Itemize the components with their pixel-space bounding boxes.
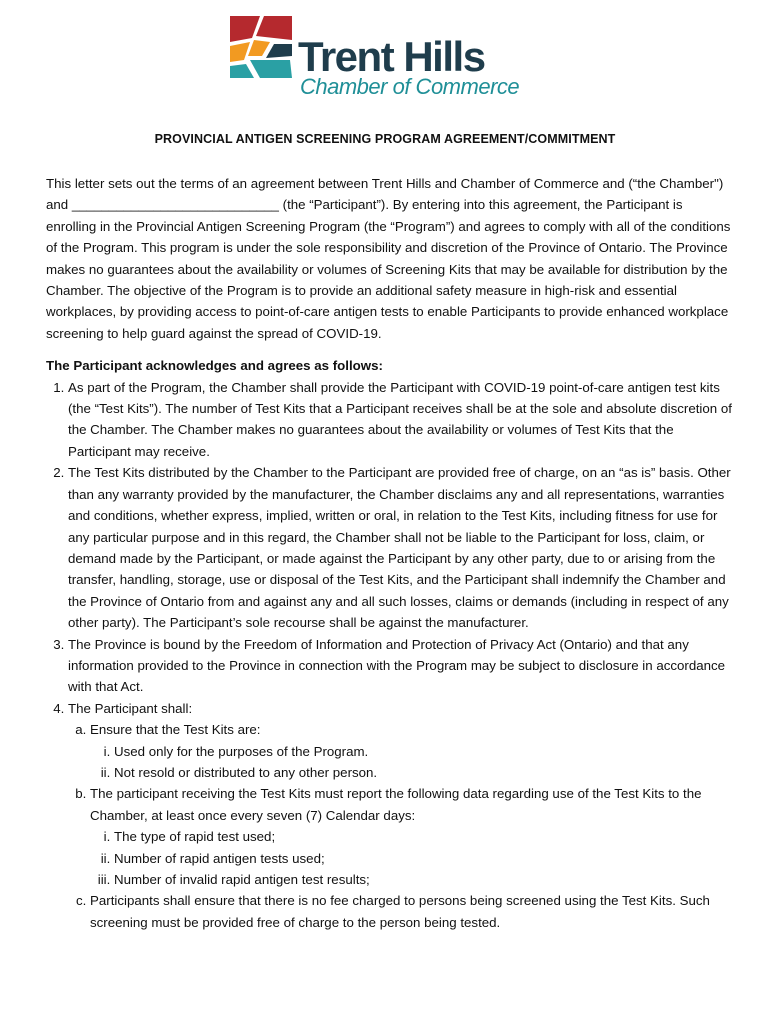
document-body: [46, 173, 732, 933]
obligation-b: [90, 783, 732, 890]
obligation-c: c. Participants shall ensure that there is no fee charged to persons being screened using the Test Kits. Such screening must be provided free of charge to the person being tested.: [90, 890, 732, 933]
obligation-b-text: The participant receiving the Test Kits must report the following data regarding use of the Test Kits to the Chamber, at least once every seven (7) Calendar days:: [90, 786, 702, 823]
document-title: PROVINCIAL ANTIGEN SCREENING PROGRAM AGREEMENT/COMMITMENT: [154, 132, 616, 146]
list-item: i. Used only for the purposes of the Program.: [114, 741, 732, 762]
obligation-b-list: [90, 826, 732, 890]
term-item: 1. As part of the Program, the Chamber shall provide the Participant with COVID-19 point-of-care antigen test kits (the “Test Kits”). The number of Test Kits that a Participant receives shall be at the sole and absolute discretion of the Chamber. The Chamber makes no guarantees about the availability or volumes of Test Kits that the Participant may receive.: [68, 377, 732, 463]
terms-list: [46, 377, 732, 934]
list-item: i. The type of rapid test used;: [114, 826, 732, 847]
obligation-a-list: [90, 741, 732, 784]
acknowledgement-heading: The Participant acknowledges and agrees as follows:: [46, 358, 383, 374]
logo-mosaic-icon: [230, 16, 292, 78]
participant-obligations-list: [68, 719, 732, 933]
intro-paragraph: This letter sets out the terms of an agreement between Trent Hills and Chamber of Commerce and (“the Chamber") and ____________________________ (the “Participant”). By entering into this agreement, the Participant is enrolling in the Provincial Antigen Screening Program (the “Program”) and agrees to comply with all of the conditions of the Program. This program is under the sole responsibility and discretion of the Province of Ontario. The Province makes no guarantees about the availability or volumes of Screening Kits that may be available for distribution by the Chamber. The objective of the Program is to provide an additional safety measure in high-risk and essential workplaces, by providing access to point-of-care antigen tests to enable Participants to provide enhanced workplace screening to help guard against the spread of COVID-19.: [46, 176, 731, 341]
term-item: 2. The Test Kits distributed by the Chamber to the Participant are provided free of charge, on an “as is” basis. Other than any warranty provided by the manufacturer, the Chamber disclaims any and all representations, warranties and conditions, whether express, implied, written or oral, in relation to the Test Kits, including fitness for use for any particular purpose and in this regard, the Chamber shall not be liable to the Participant for loss, claim, or demand made by the Participant, or made against the Participant by any other party, due to or arising from the transfer, handling, storage, use or disposal of the Test Kits, and the Participant shall indemnify the Chamber and the Province of Ontario from and against any and all such losses, claims or demands (including in respect of any other party). The Participant’s sole recourse shall be against the manufacturer.: [68, 462, 732, 633]
list-item: ii. Not resold or distributed to any other person.: [114, 762, 732, 783]
logo-name: Trent Hills: [298, 33, 485, 80]
logo-subtitle: Chamber of Commerce: [300, 74, 520, 99]
obligation-a: [90, 719, 732, 783]
chamber-logo: [230, 16, 530, 100]
obligation-a-text: Ensure that the Test Kits are:: [90, 722, 261, 738]
term-item: 3. The Province is bound by the Freedom of Information and Protection of Privacy Act (Ontario) and that any information provided to the Province in connection with the Program may be subject to disclosure in accordance with that Act.: [68, 634, 732, 698]
term-item-label: The Participant shall:: [68, 700, 193, 716]
list-item: ii. Number of rapid antigen tests used;: [114, 848, 732, 869]
term-item-participant-shall: [68, 698, 732, 933]
list-item: iii. Number of invalid rapid antigen test results;: [114, 869, 732, 890]
